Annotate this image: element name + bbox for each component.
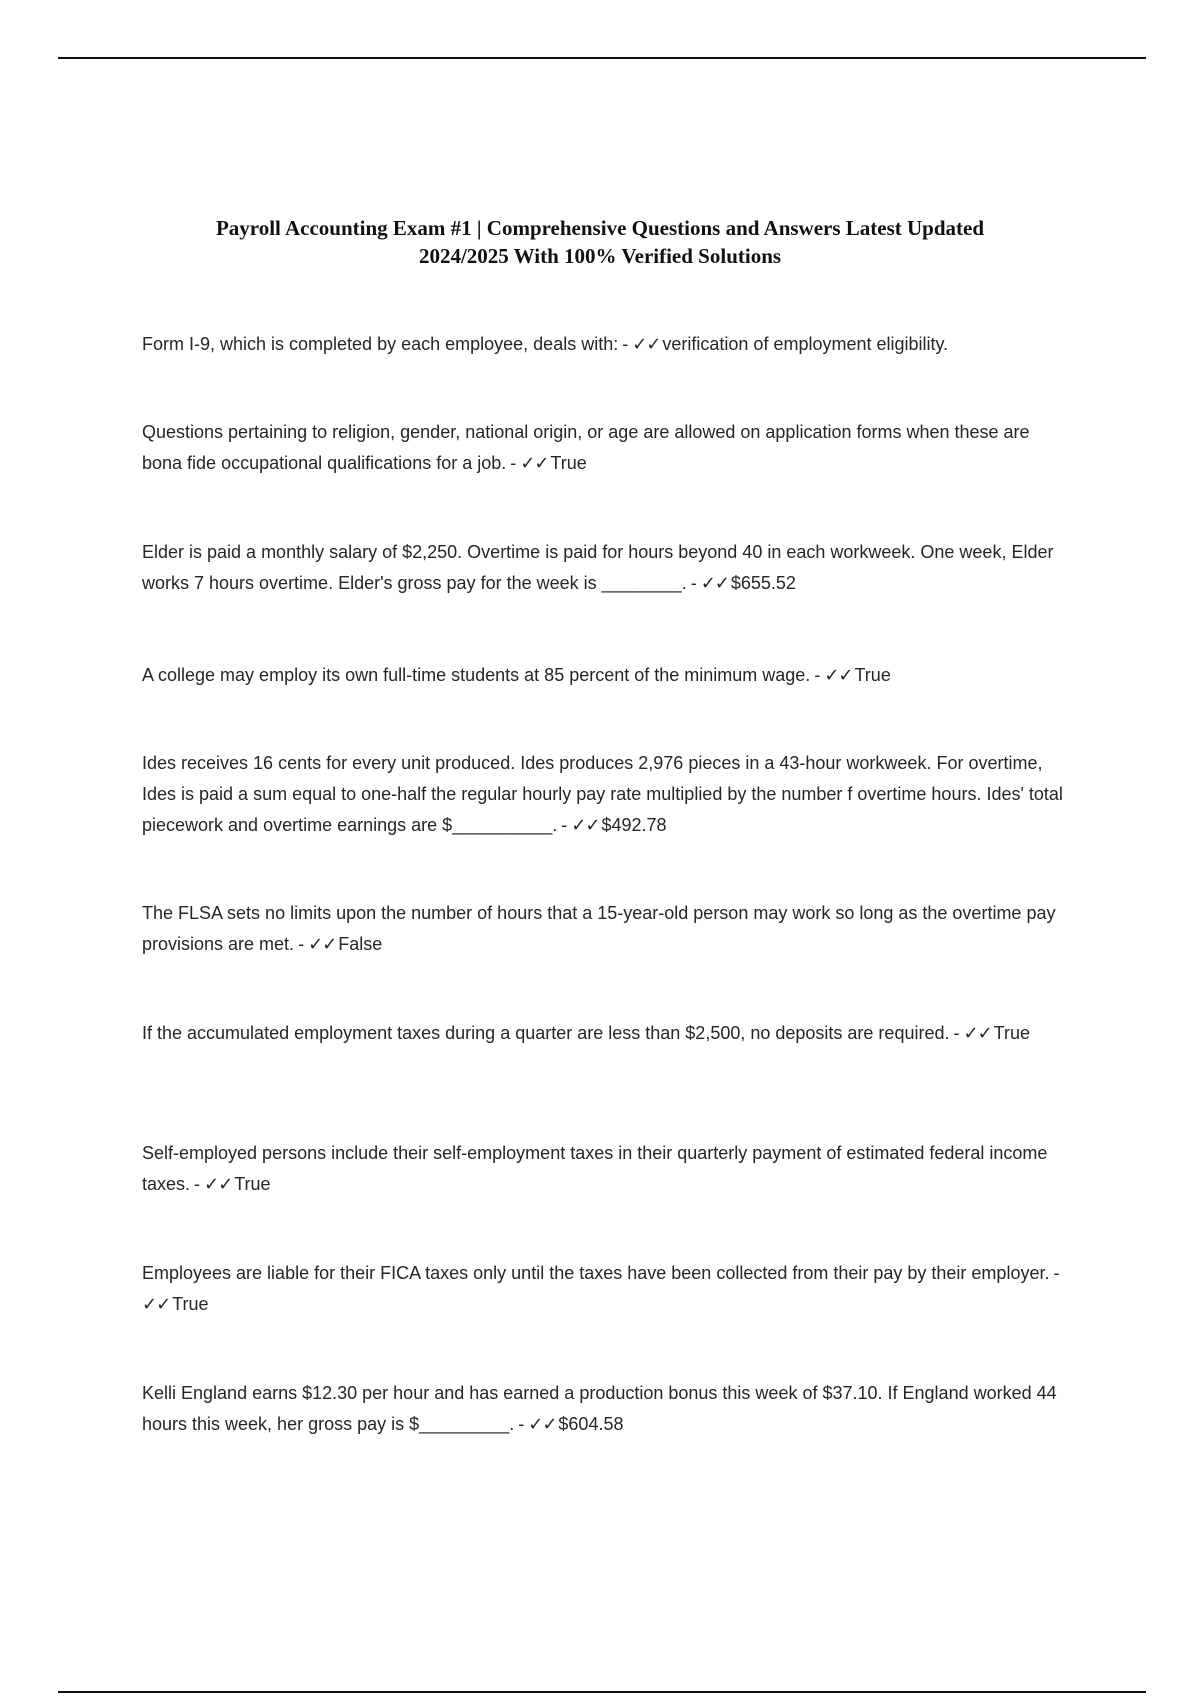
- answer-text: $604.58: [558, 1414, 624, 1434]
- double-check-icon: ✓✓: [528, 1414, 557, 1434]
- separator: -: [194, 1174, 201, 1194]
- qa-item-6: [142, 898, 1072, 960]
- answer-text: True: [550, 453, 587, 473]
- answer-text: False: [338, 934, 383, 954]
- separator: -: [561, 815, 568, 835]
- question-text: The FLSA sets no limits upon the number of hours that a 15-year-old person may work so long as the overtime pay provisions are met.: [142, 903, 1056, 954]
- double-check-icon: ✓✓: [632, 334, 661, 354]
- double-check-icon: ✓✓: [824, 665, 853, 685]
- answer-text: True: [234, 1174, 271, 1194]
- separator: -: [690, 573, 697, 593]
- question-text: Elder is paid a monthly salary of $2,250. Overtime is paid for hours beyond 40 in each workweek. One week, Elder works 7 hours overtime. Elder's gross pay for the week is ________.: [142, 542, 1054, 593]
- bottom-divider: [58, 1691, 1146, 1693]
- qa-item-9: [142, 1258, 1072, 1320]
- double-check-icon: ✓✓: [520, 453, 549, 473]
- answer-text: $492.78: [601, 815, 667, 835]
- double-check-icon: ✓✓: [204, 1174, 233, 1194]
- question-text: Self-employed persons include their self-employment taxes in their quarterly payment of estimated federal income taxes.: [142, 1143, 1048, 1194]
- double-check-icon: ✓✓: [700, 573, 729, 593]
- question-text: Ides receives 16 cents for every unit produced. Ides produces 2,976 pieces in a 43-hour workweek. For overtime, Ides is paid a sum equal to one-half the regular hourly pay rate multiplied by the number f overtime hours. Ides' total piecework and overtime earnings are $__________.: [142, 753, 1063, 835]
- qa-item-4: [142, 660, 1072, 691]
- qa-item-2: [142, 417, 1072, 479]
- qa-item-1: [142, 329, 1072, 360]
- double-check-icon: ✓✓: [142, 1294, 171, 1314]
- qa-item-5: [142, 748, 1072, 841]
- separator: -: [814, 665, 821, 685]
- answer-text: verification of employment eligibility.: [662, 334, 949, 354]
- title-line-1: Payroll Accounting Exam #1 | Comprehensive Questions and Answers Latest Updated: [215, 216, 985, 240]
- separator: -: [510, 453, 517, 473]
- question-text: Form I-9, which is completed by each employee, deals with:: [142, 334, 619, 354]
- qa-item-7: [142, 1018, 1072, 1049]
- separator: -: [622, 334, 629, 354]
- separator: -: [298, 934, 305, 954]
- double-check-icon: ✓✓: [571, 815, 600, 835]
- answer-text: $655.52: [730, 573, 796, 593]
- separator: -: [1053, 1263, 1060, 1283]
- question-text: Kelli England earns $12.30 per hour and has earned a production bonus this week of $37.10. If England worked 44 hours this week, her gross pay is $_________.: [142, 1383, 1057, 1434]
- qa-item-10: [142, 1378, 1072, 1440]
- answer-text: True: [993, 1023, 1030, 1043]
- qa-item-3: [142, 537, 1072, 599]
- answer-text: True: [172, 1294, 209, 1314]
- separator: -: [953, 1023, 960, 1043]
- double-check-icon: ✓✓: [963, 1023, 992, 1043]
- answer-text: True: [854, 665, 891, 685]
- question-text: If the accumulated employment taxes during a quarter are less than $2,500, no deposits are required.: [142, 1023, 950, 1043]
- double-check-icon: ✓✓: [308, 934, 337, 954]
- question-text: A college may employ its own full-time students at 85 percent of the minimum wage.: [142, 665, 811, 685]
- question-text: Questions pertaining to religion, gender, national origin, or age are allowed on application forms when these are bona fide occupational qualifications for a job.: [142, 422, 1030, 473]
- title-line-2: 2024/2025 With 100% Verified Solutions: [418, 244, 782, 268]
- qa-item-8: [142, 1138, 1072, 1200]
- separator: -: [518, 1414, 525, 1434]
- question-text: Employees are liable for their FICA taxes only until the taxes have been collected from their pay by their employer.: [142, 1263, 1050, 1283]
